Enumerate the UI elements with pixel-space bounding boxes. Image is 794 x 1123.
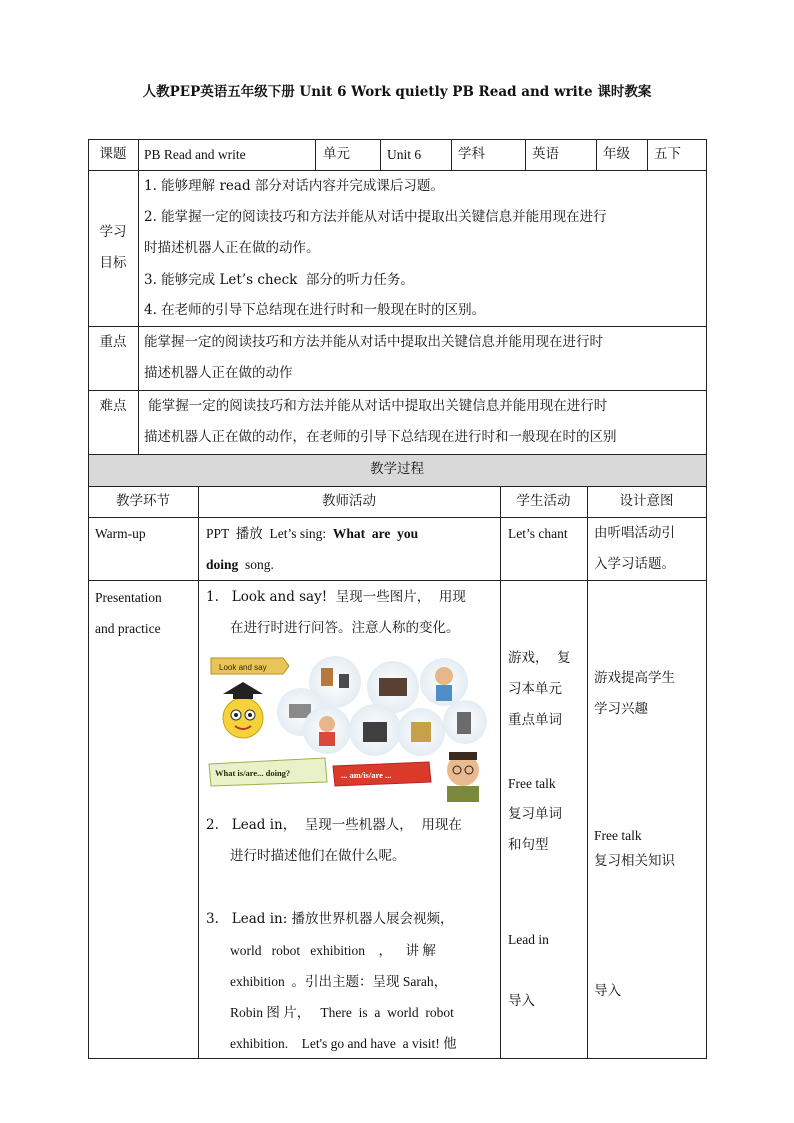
student-b3: 和句型 — [508, 837, 549, 853]
difficult-points-line1: 能掌握一定的阅读技巧和方法并能从对话中提取出关键信息并能用现在进行时 — [144, 398, 608, 414]
objective-1: 1. 能够理解 read 部分对话内容并完成课后习题。 — [144, 178, 444, 194]
subject-label: 学科 — [458, 146, 485, 162]
grade-label: 年级 — [603, 146, 630, 162]
step3-line3: exhibition 。引出主题：呈现 Sarah， — [230, 974, 448, 989]
look-and-say-illustration — [207, 652, 492, 802]
step3-line2: world robot exhibition ， 讲 解 — [230, 943, 436, 958]
warmup-teacher-line2 — [206, 549, 496, 580]
presentation-stage-1: Presentation — [95, 590, 162, 605]
presentation-stage-2: and practice — [95, 621, 161, 636]
col-stage-header: 教学环节 — [116, 493, 170, 509]
student-b1: Free talk — [508, 776, 556, 791]
unit-label: 单元 — [323, 146, 350, 162]
step1-line2: 在进行时进行问答。注意人称的变化。 — [230, 620, 460, 636]
step2-line2: 进行时描述他们在做什么呢。 — [230, 848, 406, 864]
warmup-student: Let’s chant — [508, 526, 568, 541]
warmup-stage: Warm-up — [95, 526, 146, 541]
student-a3: 重点单词 — [508, 712, 562, 728]
warmup-teacher-line1 — [206, 518, 496, 549]
design-b1: Free talk — [594, 828, 642, 843]
warmup-song-title: What are you — [332, 526, 419, 541]
objectives-label-1: 学习 — [99, 224, 127, 240]
question-bubble-text: What is/are... doing? — [215, 768, 291, 778]
topic-value: PB Read and write — [144, 147, 246, 162]
warmup-design-1: 由听唱活动引 — [594, 525, 675, 541]
col-design-header: 设计意图 — [619, 493, 674, 509]
warmup-design-2: 入学习话题。 — [594, 556, 675, 572]
subject-value: 英语 — [532, 146, 559, 162]
student-a1: 游戏， 复 — [508, 650, 571, 666]
objectives-label-2: 目标 — [99, 255, 127, 271]
objective-3: 3. 能够完成 Let’s check 部分的听力任务。 — [144, 272, 414, 288]
design-a2: 学习兴趣 — [594, 701, 648, 717]
objective-4: 4. 在老师的引导下总结现在进行时和一般现在时的区别。 — [144, 302, 486, 318]
warmup-song-title-2: doing — [206, 557, 239, 572]
col-teacher-header: 教师活动 — [322, 493, 376, 509]
warmup-teacher-pre: PPT 播放 Let’s sing: — [206, 526, 333, 541]
step3-line5: exhibition. Let's go and have a visit! 他 — [230, 1036, 457, 1051]
process-heading: 教学过程 — [370, 461, 424, 477]
key-points-label: 重点 — [99, 334, 127, 350]
page-title: 人教PEP英语五年级下册 Unit 6 Work quietly PB Read and write 课时教案 — [142, 84, 652, 100]
design-c1: 导入 — [594, 983, 621, 999]
objective-2-line1: 2. 能掌握一定的阅读技巧和方法并能从对话中提取出关键信息并能用现在进行 — [144, 209, 607, 225]
topic-label: 课题 — [99, 146, 127, 162]
student-c1: Lead in — [508, 932, 549, 947]
warmup-teacher-post: song. — [238, 557, 274, 572]
key-points-line1: 能掌握一定的阅读技巧和方法并能从对话中提取出关键信息并能用现在进行时 — [144, 334, 603, 350]
student-a2: 习本单元 — [508, 681, 562, 697]
step3-line4: Robin 图 片， There is a world robot — [230, 1005, 454, 1020]
answer-bubble-text: ... am/is/are ... — [341, 770, 392, 780]
step3-line1: 3. Lead in: 播放世界机器人展会视频， — [206, 911, 454, 927]
design-a1: 游戏提高学生 — [594, 670, 675, 686]
step2-line1: 2. Lead in， 呈现一些机器人， 用现在 — [206, 817, 462, 833]
col-student-header: 学生活动 — [516, 493, 571, 509]
step1-line1: 1. Look and say! 呈现一些图片， 用现 — [206, 589, 466, 605]
grade-value: 五下 — [654, 146, 681, 162]
difficult-points-label: 难点 — [99, 398, 127, 414]
student-c2: 导入 — [508, 993, 535, 1009]
cartoon-face-icon — [223, 698, 263, 738]
look-and-say-image — [207, 652, 492, 802]
student-b2: 复习单词 — [508, 806, 562, 822]
objective-2-line2: 时描述机器人正在做的动作。 — [144, 240, 320, 256]
look-and-say-label: Look and say — [219, 663, 267, 672]
key-points-line2: 描述机器人正在做的动作 — [144, 365, 293, 381]
unit-value: Unit 6 — [387, 147, 422, 162]
difficult-points-line2: 描述机器人正在做的动作，在老师的引导下总结现在进行时和一般现在时的区别 — [144, 429, 617, 445]
design-b2: 复习相关知识 — [594, 853, 675, 869]
